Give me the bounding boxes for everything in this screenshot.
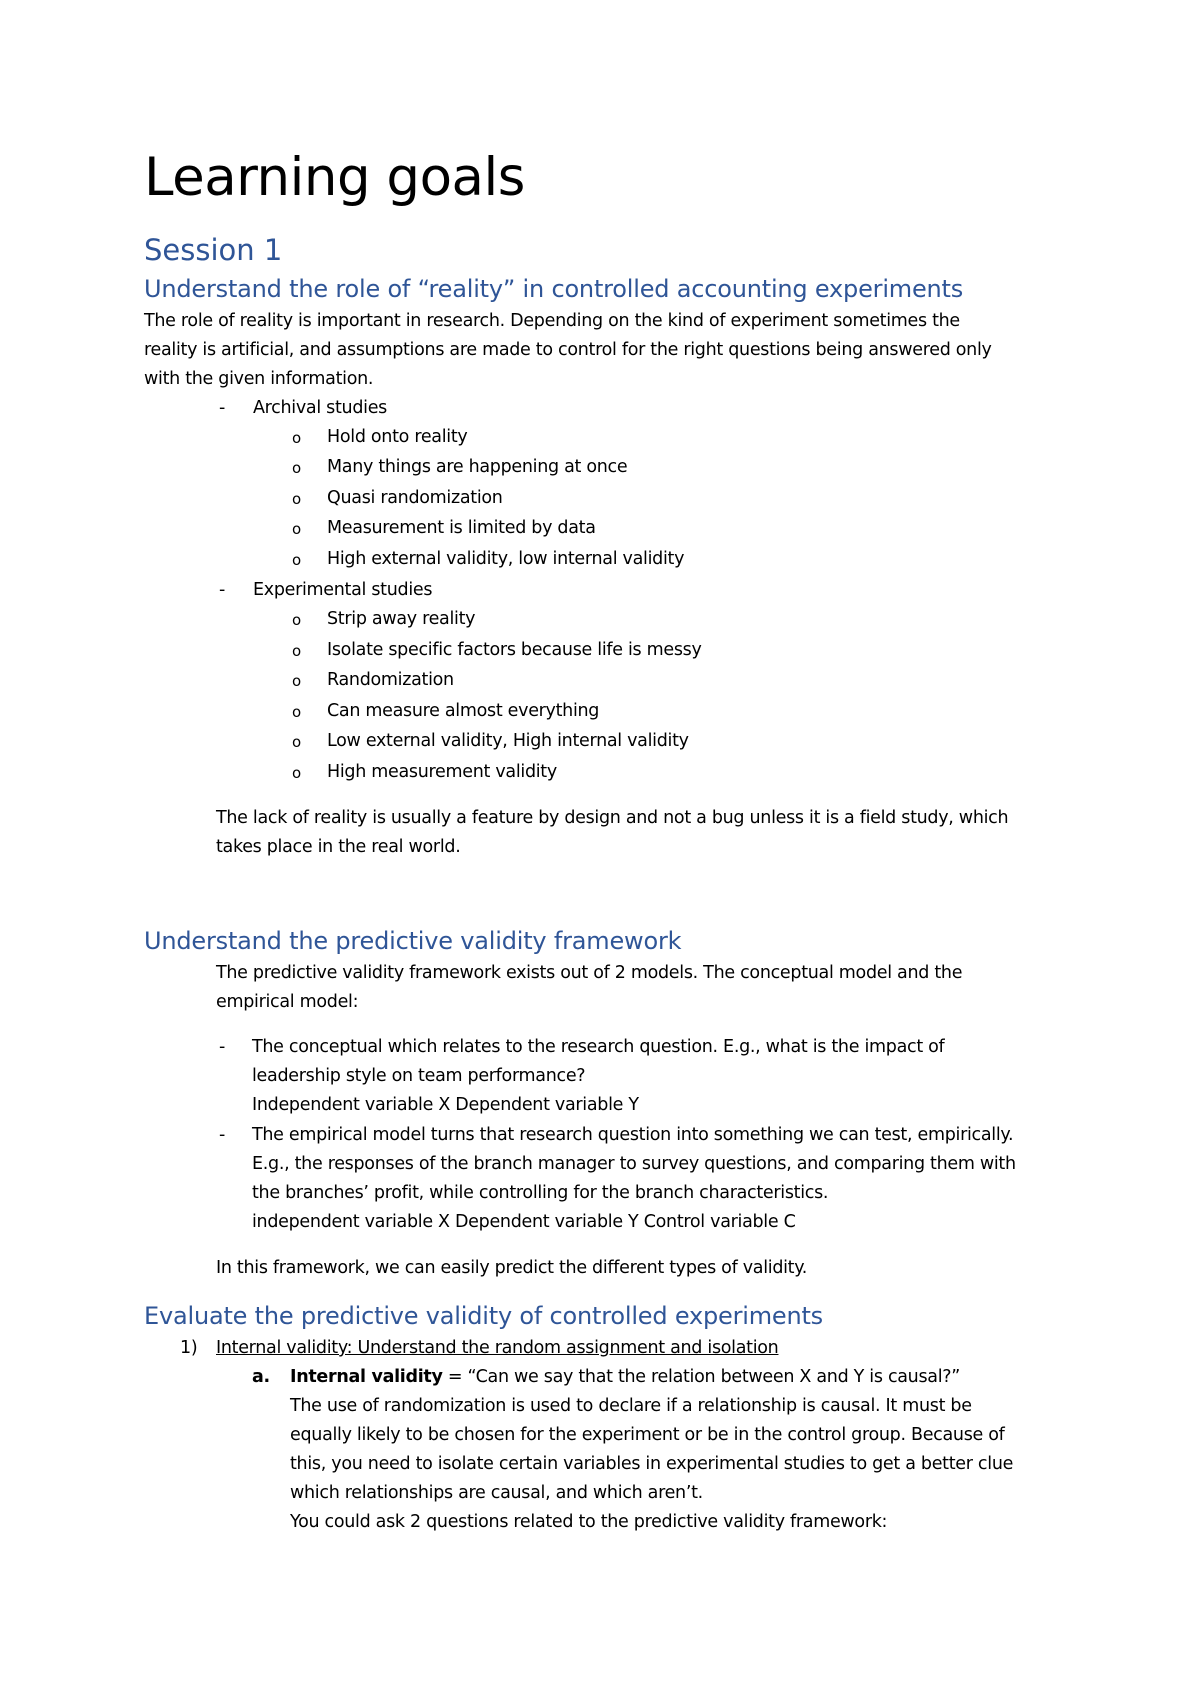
section2-heading: Understand the predictive validity framework	[144, 927, 682, 955]
list-item: High measurement validity	[327, 762, 557, 782]
circle-bullet: o	[292, 703, 302, 721]
archival-label: Archival studies	[253, 398, 387, 418]
circle-bullet: o	[292, 611, 302, 629]
circle-bullet: o	[292, 672, 302, 690]
conceptual-line: Independent variable X Dependent variable Y	[252, 1095, 639, 1115]
list-item: Hold onto reality	[327, 427, 468, 447]
experimental-label: Experimental studies	[253, 580, 433, 600]
term: Internal validity	[290, 1367, 443, 1387]
list-item: High external validity, low internal validity	[327, 549, 685, 569]
section1-intro-line: with the given information.	[144, 369, 374, 389]
section2-intro-line: The predictive validity framework exists out of 2 models. The conceptual model and the	[216, 963, 963, 983]
dash-bullet: -	[219, 398, 226, 418]
circle-bullet: o	[292, 459, 302, 477]
section1-intro-line: reality is artificial, and assumptions are made to control for the right questions being answered only	[144, 340, 992, 360]
circle-bullet: o	[292, 733, 302, 751]
sub-item-line: equally likely to be chosen for the experiment or be in the control group. Because of	[290, 1425, 1005, 1445]
section3-heading: Evaluate the predictive validity of controlled experiments	[144, 1302, 823, 1330]
session-heading: Session 1	[144, 233, 283, 267]
sub-item-letter: a.	[252, 1367, 270, 1387]
sub-item-line: The use of randomization is used to declare if a relationship is causal. It must be	[290, 1396, 972, 1416]
sub-item-line: this, you need to isolate certain variables in experimental studies to get a better clue	[290, 1454, 1014, 1474]
section1-intro-line: The role of reality is important in research. Depending on the kind of experiment sometimes the	[144, 311, 960, 331]
circle-bullet: o	[292, 429, 302, 447]
list-item: Measurement is limited by data	[327, 518, 596, 538]
empirical-line: E.g., the responses of the branch manager to survey questions, and comparing them with	[252, 1154, 1016, 1174]
section1-heading: Understand the role of “reality” in controlled accounting experiments	[144, 275, 964, 303]
dash-bullet: -	[219, 580, 226, 600]
list-item: Can measure almost everything	[327, 701, 600, 721]
dash-bullet: -	[219, 1125, 226, 1145]
circle-bullet: o	[292, 551, 302, 569]
list-item: Many things are happening at once	[327, 457, 628, 477]
section2-intro-line: empirical model:	[216, 992, 359, 1012]
conceptual-line: The conceptual which relates to the research question. E.g., what is the impact of	[252, 1037, 945, 1057]
section1-closing-line: takes place in the real world.	[216, 837, 461, 857]
circle-bullet: o	[292, 642, 302, 660]
empirical-line: independent variable X Dependent variable Y Control variable C	[252, 1212, 796, 1232]
sub-item-line: which relationships are causal, and which aren’t.	[290, 1483, 703, 1503]
section2-closing: In this framework, we can easily predict the different types of validity.	[216, 1258, 808, 1278]
list-item: Strip away reality	[327, 609, 476, 629]
empirical-line: The empirical model turns that research question into something we can test, empirically.	[252, 1125, 1014, 1145]
internal-validity-item: Internal validity: Understand the random assignment and isolation	[216, 1338, 779, 1358]
circle-bullet: o	[292, 764, 302, 782]
internal-validity-definition	[290, 1366, 960, 1388]
list-item: Isolate specific factors because life is messy	[327, 640, 702, 660]
item-number: 1)	[180, 1338, 198, 1358]
circle-bullet: o	[292, 520, 302, 538]
dash-bullet: -	[219, 1037, 226, 1057]
list-item: Low external validity, High internal validity	[327, 731, 689, 751]
page-title: Learning goals	[144, 147, 525, 208]
section1-closing-line: The lack of reality is usually a feature by design and not a bug unless it is a field study, which	[216, 808, 1009, 828]
circle-bullet: o	[292, 490, 302, 508]
list-item: Randomization	[327, 670, 454, 690]
conceptual-line: leadership style on team performance?	[252, 1066, 586, 1086]
sub-item-line: You could ask 2 questions related to the predictive validity framework:	[290, 1512, 888, 1532]
empirical-line: the branches’ profit, while controlling for the branch characteristics.	[252, 1183, 829, 1203]
definition-text: = “Can we say that the relation between X and Y is causal?”	[442, 1367, 961, 1387]
list-item: Quasi randomization	[327, 488, 503, 508]
